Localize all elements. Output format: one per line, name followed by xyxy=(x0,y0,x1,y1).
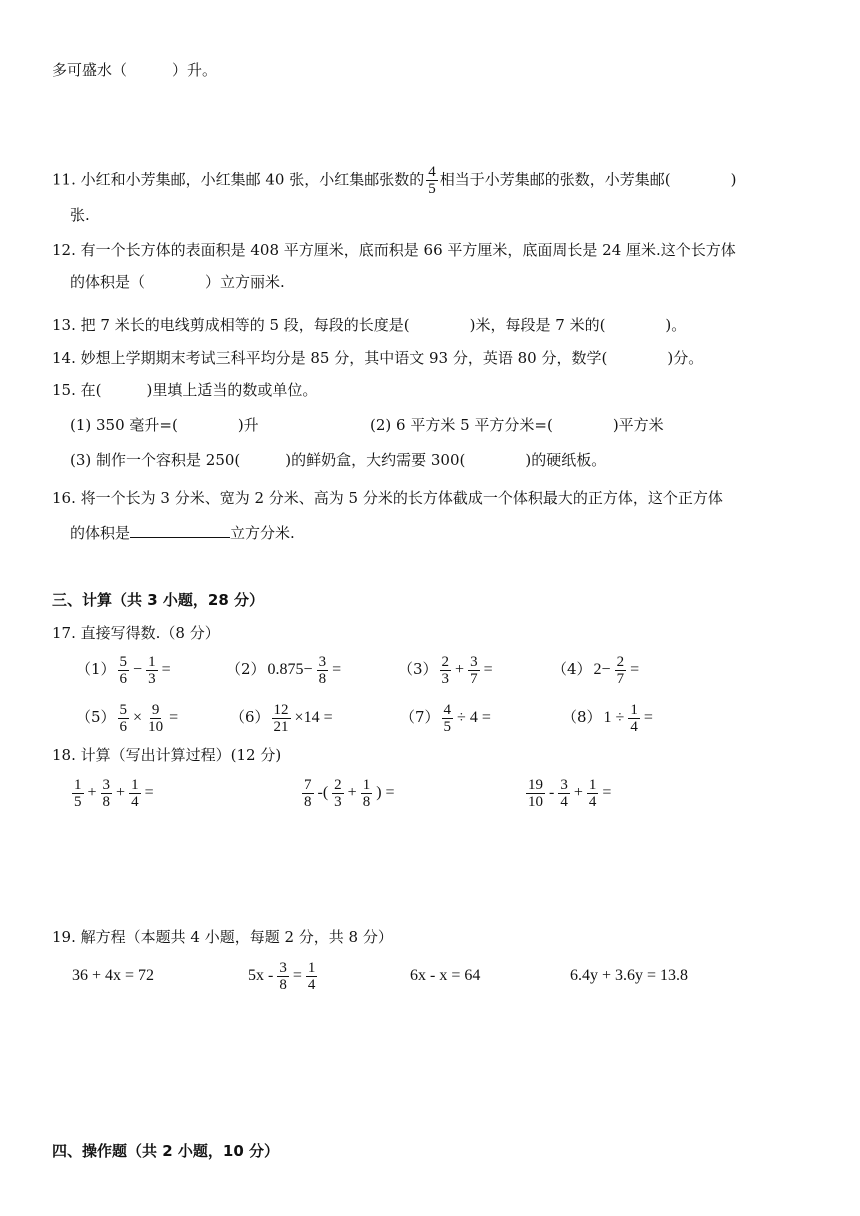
q17-item-5 xyxy=(76,700,180,735)
denominator: 7 xyxy=(470,670,478,687)
q18-item-2 xyxy=(300,775,397,810)
q15-part3: (3) 制作一个容积是 250( )的鲜奶盒，大约需要 300( )的硬纸板。 xyxy=(70,451,607,469)
numerator: 4 xyxy=(443,701,452,718)
q17-operator: − xyxy=(133,661,143,678)
q17-operator: = xyxy=(169,709,179,726)
numerator: 1 xyxy=(307,959,316,976)
q17-operator: = xyxy=(332,661,342,678)
q17-item-4 xyxy=(552,652,641,687)
q19-operator: 36 + 4x = 72 xyxy=(72,967,155,984)
q17-operator: 1 ÷ xyxy=(603,709,625,726)
q18-fraction xyxy=(361,777,373,810)
numerator: 3 xyxy=(470,653,478,670)
q18-fraction xyxy=(526,777,545,810)
q19-operator: 6x - x = 64 xyxy=(410,967,481,984)
numerator: 1 xyxy=(362,776,371,793)
numerator: 3 xyxy=(102,776,111,793)
numerator: 1 xyxy=(148,653,156,670)
q16-line1: 16. 将一个长为 3 分米、宽为 2 分米、高为 5 分米的长方体截成一个体积最大的正方体，这个正方体 xyxy=(52,489,723,507)
q17-fraction xyxy=(118,702,130,735)
q17-fraction xyxy=(440,654,452,687)
q17-operator: ÷ 4 = xyxy=(457,709,491,726)
numerator: 3 xyxy=(279,959,287,976)
q17-item-6 xyxy=(230,700,335,735)
item-label: （4） xyxy=(552,660,592,678)
q17-operator: + xyxy=(455,661,465,678)
q19-operator: 6.4y + 3.6y = 13.8 xyxy=(570,967,689,984)
q18-head: 18. 计算（写出计算过程）(12 分) xyxy=(52,746,282,764)
q18-operator: + xyxy=(573,784,583,801)
numerator: 5 xyxy=(119,653,128,670)
numerator: 1 xyxy=(588,776,597,793)
q12-line2: 的体积是（ ）立方丽米. xyxy=(70,273,285,291)
numerator: 2 xyxy=(441,653,450,670)
q17-operator: 0.875− xyxy=(267,661,313,678)
q18-operator: + xyxy=(347,784,357,801)
numerator: 19 xyxy=(528,776,543,793)
denominator: 3 xyxy=(148,670,156,687)
question-11 xyxy=(52,164,736,197)
question-13: 13. 把 7 米长的电线剪成相等的 5 段，每段的长度是( )米，每段是 7 米的( )。 xyxy=(52,316,687,334)
q11-fraction xyxy=(426,164,438,197)
q17-fraction xyxy=(146,654,158,687)
q18-operator: = xyxy=(144,784,154,801)
q18-fraction xyxy=(72,777,84,810)
q18-item-3 xyxy=(524,775,613,810)
q18-operator: + xyxy=(116,784,126,801)
denominator: 7 xyxy=(616,670,625,687)
numerator: 1 xyxy=(131,776,139,793)
item-label: （7） xyxy=(400,708,440,726)
q18-fraction xyxy=(129,777,141,810)
item-label: （1） xyxy=(76,660,116,678)
q17-fraction xyxy=(317,654,329,687)
q17-item-2 xyxy=(226,652,343,687)
q19-head: 19. 解方程（本题共 4 小题，每题 2 分，共 8 分） xyxy=(52,928,393,946)
question-14: 14. 妙想上学期期末考试三科平均分是 85 分，其中语文 93 分，英语 80 分，数学( )分。 xyxy=(52,349,704,367)
denominator: 5 xyxy=(74,793,82,810)
numerator: 2 xyxy=(616,653,625,670)
denominator: 4 xyxy=(560,793,568,810)
denominator: 4 xyxy=(588,793,597,810)
denominator: 8 xyxy=(362,793,371,810)
q18-fraction xyxy=(302,777,314,810)
denominator: 8 xyxy=(318,670,327,687)
section-4-title: 四、操作题（共 2 小题，10 分） xyxy=(52,1142,279,1160)
q17-operator: × xyxy=(133,709,143,726)
q15-head: 15. 在( )里填上适当的数或单位。 xyxy=(52,381,318,399)
q17-operator: = xyxy=(161,661,171,678)
q18-fraction xyxy=(587,777,599,810)
q19-item-2 xyxy=(246,958,319,993)
q16-line2 xyxy=(70,523,295,543)
q18-fraction xyxy=(558,777,570,810)
q18-operator: - xyxy=(549,784,555,801)
denominator: 10 xyxy=(148,718,164,735)
q18-fraction xyxy=(332,777,344,810)
q11-line2: 张. xyxy=(70,206,90,224)
q19-operator: 5x - xyxy=(248,967,274,984)
q17-operator: ×14 = xyxy=(294,709,333,726)
q17-item-3 xyxy=(398,652,495,687)
denominator: 8 xyxy=(279,976,287,993)
q17-item-7 xyxy=(400,700,493,735)
q17-item-1 xyxy=(76,652,173,687)
q15-part1: (1) 350 毫升=( )升 xyxy=(70,416,259,434)
denominator: 4 xyxy=(131,793,139,810)
q19-fraction xyxy=(277,960,289,993)
denominator: 8 xyxy=(102,793,111,810)
q17-fraction xyxy=(628,702,640,735)
q17-fraction xyxy=(146,702,165,735)
numerator: 3 xyxy=(560,776,568,793)
answer-blank xyxy=(130,523,230,538)
denominator: 4 xyxy=(307,976,316,993)
item-label: （6） xyxy=(230,708,270,726)
item-label: （2） xyxy=(226,660,266,678)
q19-fraction xyxy=(306,960,318,993)
denominator: 6 xyxy=(119,670,128,687)
denominator: 3 xyxy=(441,670,450,687)
q18-item-1 xyxy=(70,775,156,810)
q18-fraction xyxy=(101,777,113,810)
q18-operator: ) = xyxy=(376,784,395,801)
q19-item-1 xyxy=(70,958,156,993)
q17-fraction xyxy=(442,702,454,735)
q19-item-4 xyxy=(568,958,690,993)
numerator: 3 xyxy=(318,653,327,670)
q11-text-post: 相当于小芳集邮的张数，小芳集邮( ) xyxy=(439,170,737,189)
q17-fraction xyxy=(468,654,480,687)
q15-part2: (2) 6 平方米 5 平方分米=( )平方米 xyxy=(370,416,664,434)
q17-operator: = xyxy=(483,661,493,678)
q16-line2-pre: 的体积是 xyxy=(70,524,131,542)
denominator: 6 xyxy=(119,718,128,735)
q19-operator: = xyxy=(292,967,302,984)
numerator: 1 xyxy=(74,776,82,793)
q10-tail: 多可盛水（ ）升。 xyxy=(52,61,218,79)
denominator: 21 xyxy=(273,718,289,735)
denominator: 8 xyxy=(304,793,312,810)
denominator: 3 xyxy=(334,793,342,810)
q17-operator: = xyxy=(630,661,640,678)
q17-item-8 xyxy=(562,700,655,735)
numerator: 7 xyxy=(304,776,312,793)
q12-line1: 12. 有一个长方体的表面积是 408 平方厘米，底而积是 66 平方厘米，底面周长是 24 厘米.这个长方体 xyxy=(52,241,736,259)
numerator: 5 xyxy=(119,701,128,718)
item-label: （5） xyxy=(76,708,116,726)
q17-fraction xyxy=(118,654,130,687)
q19-item-3 xyxy=(408,958,482,993)
item-label: （8） xyxy=(562,708,602,726)
denominator: 5 xyxy=(443,718,452,735)
q18-operator: = xyxy=(602,784,612,801)
denominator: 4 xyxy=(630,718,638,735)
q17-fraction xyxy=(272,702,291,735)
section-3-title: 三、计算（共 3 小题，28 分） xyxy=(52,591,264,609)
q16-line2-post: 立方分米. xyxy=(230,524,295,542)
denominator: 10 xyxy=(528,793,543,810)
numerator: 12 xyxy=(273,701,289,718)
q17-operator: = xyxy=(643,709,653,726)
numerator: 1 xyxy=(630,701,638,718)
q17-head: 17. 直接写得数.（8 分） xyxy=(52,624,220,642)
q18-operator: + xyxy=(87,784,97,801)
numerator: 9 xyxy=(151,701,160,718)
item-label: （3） xyxy=(398,660,438,678)
q11-text-pre: 11. 小红和小芳集邮，小红集邮 40 张，小红集邮张数的 xyxy=(52,170,425,189)
q17-operator: 2− xyxy=(593,661,611,678)
q11-frac-numerator: 4 xyxy=(428,164,436,180)
numerator: 2 xyxy=(334,776,342,793)
q11-frac-denominator: 5 xyxy=(428,181,436,197)
q18-operator: -( xyxy=(317,784,329,801)
q17-fraction xyxy=(615,654,627,687)
